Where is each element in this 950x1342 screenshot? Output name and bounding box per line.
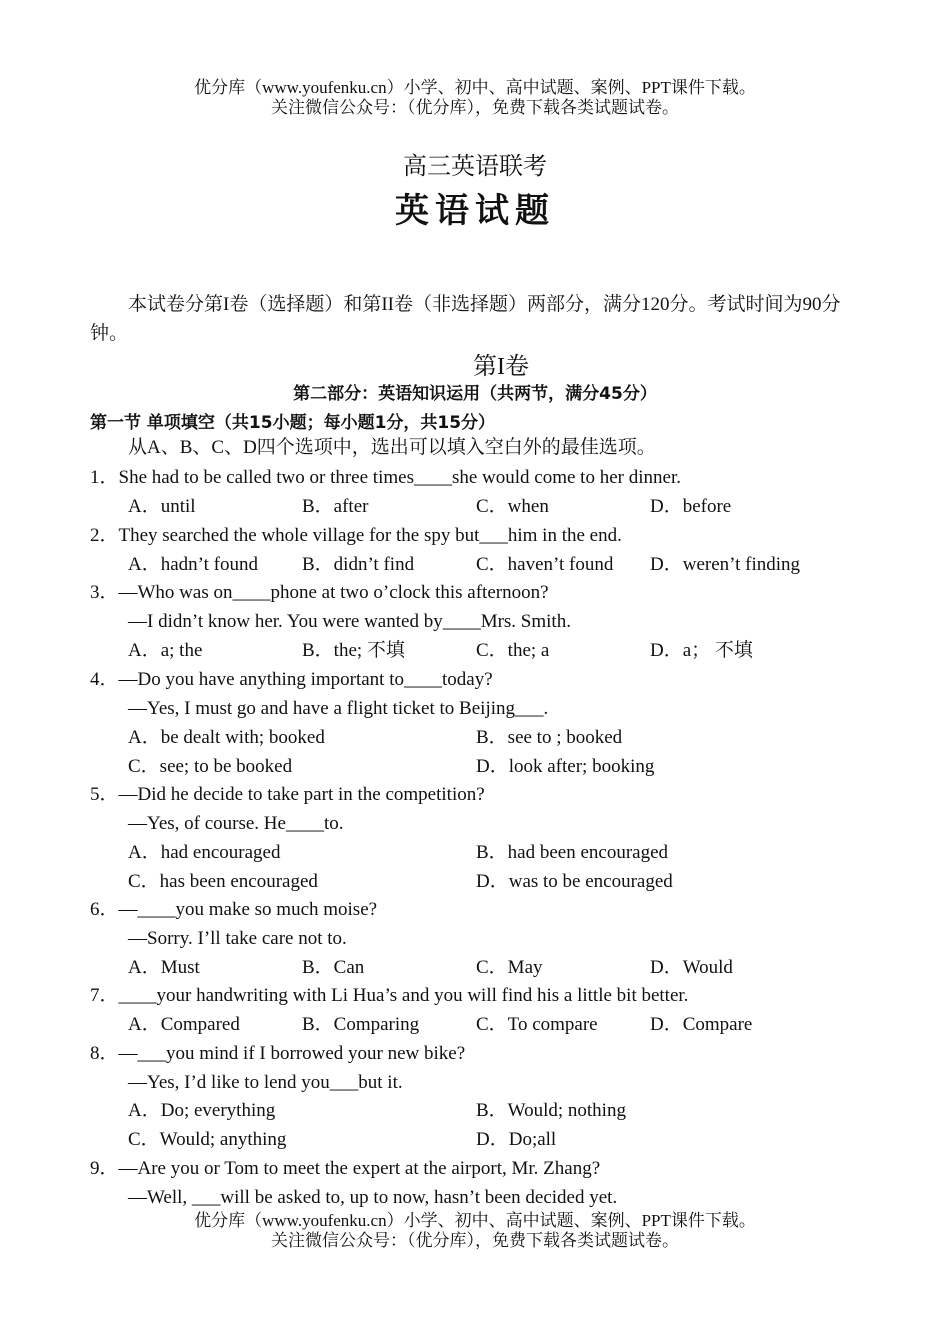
option-a: A．Must	[128, 957, 200, 978]
option-b: B．didn’t find	[302, 554, 415, 575]
question-stem: 1．She had to be called two or three times____she would come to her dinner.	[90, 467, 681, 488]
option-d: D．look after; booking	[476, 756, 655, 777]
exam-intro: 本试卷分第I卷（选择题）和第II卷（非选择题）两部分，满分120分。考试时间为90分钟。	[90, 294, 841, 344]
option-c: C．To compare	[476, 1014, 598, 1035]
question-continuation: —I didn’t know her. You were wanted by____Mrs. Smith.	[128, 611, 571, 632]
option-b: B．had been encouraged	[476, 842, 669, 863]
option-b: B．see to ; booked	[476, 727, 623, 748]
option-d: D．Would	[650, 957, 733, 978]
option-c: C．haven’t found	[476, 554, 614, 575]
question-continuation: —Yes, I must go and have a flight ticket to Beijing___.	[128, 698, 549, 719]
option-b: B．after	[302, 496, 369, 517]
question-stem: 6．—____you make so much moise?	[90, 899, 378, 920]
question-continuation: —Yes, I’d like to lend you___but it.	[128, 1072, 403, 1093]
option-c: C．the; a	[476, 640, 550, 661]
question-stem: 5．—Did he decide to take part in the competition?	[90, 784, 485, 805]
option-c: C．see; to be booked	[128, 756, 293, 777]
option-b: B．the; 不填	[302, 640, 405, 661]
option-a: A．hadn’t found	[128, 554, 258, 575]
question-continuation: —Sorry. I’ll take care not to.	[128, 928, 347, 949]
option-d: D．before	[650, 496, 732, 517]
question-stem: 3．—Who was on____phone at two o’clock this afternoon?	[90, 582, 549, 603]
option-d: D．Compare	[650, 1014, 753, 1035]
option-d: D．a； 不填	[650, 640, 753, 661]
option-d: D．weren’t finding	[650, 554, 801, 575]
exam-title: 英语试题	[395, 191, 555, 231]
question-continuation: —Yes, of course. He____to.	[128, 813, 344, 834]
option-d: D．Do;all	[476, 1129, 557, 1150]
footer-watermark-line-1: 优分库（www.youfenku.cn）小学、初中、高中试题、案例、PPT课件下载。	[194, 1211, 756, 1230]
question-stem: 9．—Are you or Tom to meet the expert at the airport, Mr. Zhang?	[90, 1158, 601, 1179]
option-a: A．be dealt with; booked	[128, 727, 325, 748]
option-b: B．Can	[302, 957, 365, 978]
option-a: A．Compared	[128, 1014, 240, 1035]
option-b: B．Would; nothing	[476, 1100, 626, 1121]
option-c: C．when	[476, 496, 549, 517]
option-a: A．until	[128, 496, 196, 517]
option-c: C．May	[476, 957, 543, 978]
instruction: 从A、B、C、D四个选项中，选出可以填入空白外的最佳选项。	[128, 437, 656, 458]
section-heading: 第一节 单项填空（共15小题；每小题1分，共15分）	[90, 413, 496, 433]
option-b: B．Comparing	[302, 1014, 420, 1035]
option-a: A．Do; everything	[128, 1100, 276, 1121]
watermark-line-2: 关注微信公众号：（优分库），免费下载各类试题试卷。	[271, 98, 679, 117]
part-heading: 第二部分：英语知识运用（共两节，满分45分）	[293, 384, 657, 404]
option-d: D．was to be encouraged	[476, 871, 673, 892]
question-stem: 2．They searched the whole village for the spy but___him in the end.	[90, 525, 622, 546]
option-a: A．had encouraged	[128, 842, 281, 863]
footer-watermark-line-2: 关注微信公众号：（优分库），免费下载各类试题试卷。	[271, 1231, 679, 1250]
option-a: A．a; the	[128, 640, 203, 661]
question-stem: 7．____your handwriting with Li Hua’s and you will find his a little bit better.	[90, 985, 689, 1006]
watermark-line-1: 优分库（www.youfenku.cn）小学、初中、高中试题、案例、PPT课件下载。	[194, 78, 756, 97]
question-stem: 8．—___you mind if I borrowed your new bike?	[90, 1043, 466, 1064]
volume-heading: 第I卷	[473, 354, 529, 380]
option-c: C．has been encouraged	[128, 871, 318, 892]
question-continuation: —Well, ___will be asked to, up to now, hasn’t been decided yet.	[128, 1187, 618, 1208]
exam-subtitle: 高三英语联考	[403, 154, 547, 180]
question-stem: 4．—Do you have anything important to____today?	[90, 669, 493, 690]
option-c: C．Would; anything	[128, 1129, 287, 1150]
